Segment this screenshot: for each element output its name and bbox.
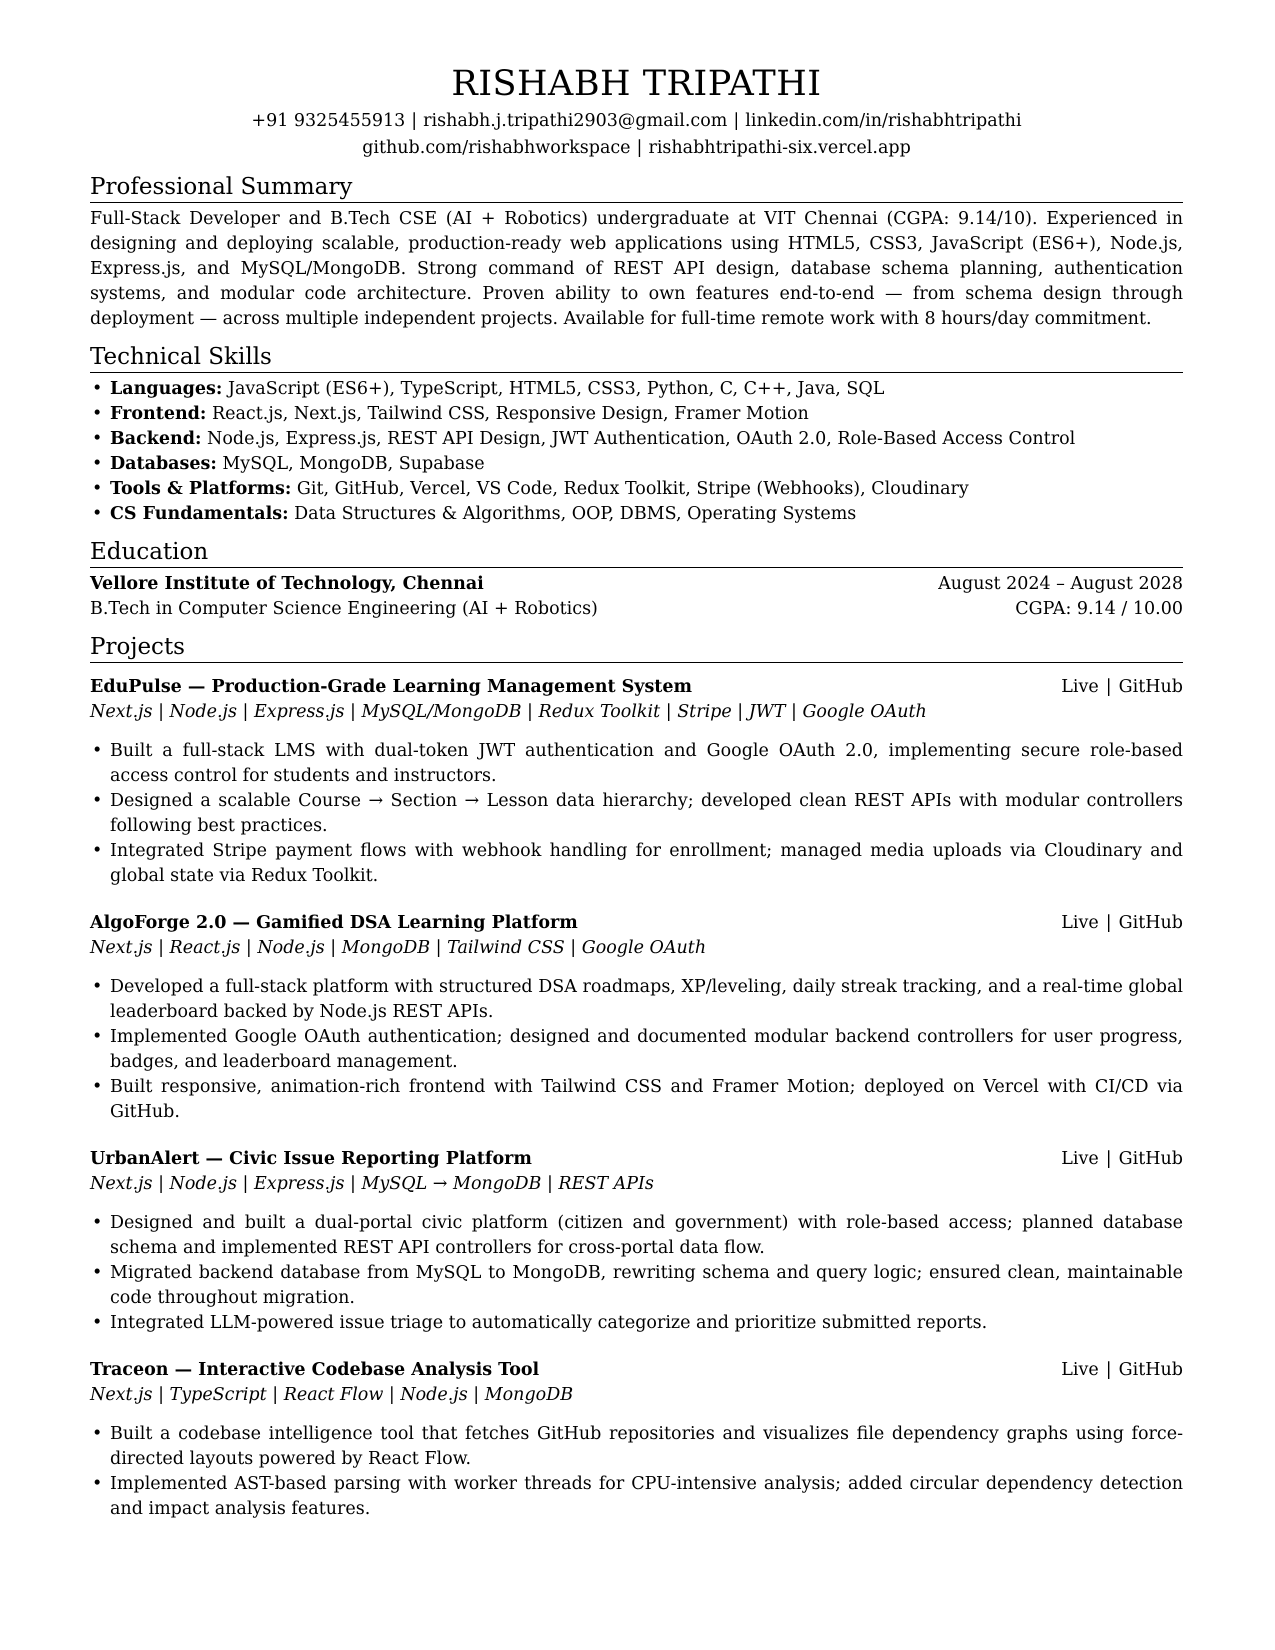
skill-label: CS Fundamentals: bbox=[110, 504, 289, 524]
contact-line-1 bbox=[90, 108, 1183, 135]
linkedin-link[interactable]: linkedin.com/in/rishabhtripathi bbox=[745, 111, 1022, 131]
bullet-text: Built a full-stack LMS with dual-token JWT authentication and Google OAuth 2.0, implementing secure role-based access control for students and instructors. bbox=[110, 741, 1183, 786]
bullet-icon: • bbox=[92, 404, 103, 424]
separator: | bbox=[1105, 677, 1112, 697]
bullet-text: Built a codebase intelligence tool that fetches GitHub repositories and visualizes file dependency graphs using force-directed layouts powered by React Flow. bbox=[110, 1424, 1183, 1469]
bullet-icon: • bbox=[92, 454, 103, 474]
education-row bbox=[90, 572, 1183, 597]
project-links bbox=[1061, 911, 1183, 936]
project-stack: Next.js | Node.js | Express.js | MySQL → MongoDB | REST APIs bbox=[90, 1174, 654, 1194]
list-item bbox=[90, 789, 1183, 839]
live-link[interactable]: Live bbox=[1061, 1360, 1099, 1380]
bullet-icon: • bbox=[92, 1027, 103, 1047]
project-header bbox=[90, 675, 1183, 700]
list-item bbox=[90, 1261, 1183, 1311]
github-link[interactable]: GitHub bbox=[1118, 1149, 1183, 1169]
bullet-icon: • bbox=[92, 977, 103, 997]
skill-label: Languages: bbox=[110, 379, 223, 399]
skill-label: Tools & Platforms: bbox=[110, 479, 292, 499]
skill-item bbox=[90, 452, 1183, 477]
project-links bbox=[1061, 675, 1183, 700]
live-link[interactable]: Live bbox=[1061, 677, 1099, 697]
email-link[interactable]: rishabh.j.tripathi2903@gmail.com bbox=[423, 111, 728, 131]
education-dates: August 2024 – August 2028 bbox=[938, 574, 1183, 594]
skill-item bbox=[90, 502, 1183, 527]
skill-value: Git, GitHub, Vercel, VS Code, Redux Toolkit, Stripe (Webhooks), Cloudinary bbox=[296, 479, 969, 499]
project-links bbox=[1061, 1358, 1183, 1383]
section-title: Projects bbox=[90, 632, 1183, 663]
bullet-icon: • bbox=[92, 1263, 103, 1283]
section-title: Education bbox=[90, 537, 1183, 568]
summary-text: Full-Stack Developer and B.Tech CSE (AI + Robotics) undergraduate at VIT Chennai (CGPA: 9.14/10). Experienced in designing and deploying scalable, production-ready web applications using HTML5, CSS3, JavaScript (ES6+), Node.js, Express.js, and MySQL/MongoDB. Strong command of REST API design, database schema planning, authentication systems, and modular code architecture. Proven ability to own features end-to-end — from schema design through deployment — across multiple independent projects. Available for full-time remote work with 8 hours/day commitment. bbox=[90, 209, 1183, 329]
bullet-icon: • bbox=[92, 841, 103, 861]
skills-section bbox=[90, 342, 1183, 527]
project-bullets bbox=[90, 1422, 1183, 1522]
education-section bbox=[90, 537, 1183, 622]
bullet-icon: • bbox=[92, 741, 103, 761]
section-title: Professional Summary bbox=[90, 172, 1183, 203]
bullet-text: Integrated Stripe payment flows with webhook handling for enrollment; managed media uploads via Cloudinary and global state via Redux Toolkit. bbox=[110, 841, 1183, 886]
projects-section bbox=[90, 632, 1183, 1522]
institution-name: Vellore Institute of Technology, Chennai bbox=[90, 574, 484, 594]
live-link[interactable]: Live bbox=[1061, 1149, 1099, 1169]
bullet-text: Developed a full-stack platform with structured DSA roadmaps, XP/leveling, daily streak tracking, and a real-time global leaderboard backed by Node.js REST APIs. bbox=[110, 977, 1183, 1022]
bullet-text: Built responsive, animation-rich frontend with Tailwind CSS and Framer Motion; deployed on Vercel with CI/CD via GitHub. bbox=[110, 1077, 1183, 1122]
degree-name: B.Tech in Computer Science Engineering (AI + Robotics) bbox=[90, 599, 598, 619]
list-item bbox=[90, 975, 1183, 1025]
project-bullets bbox=[90, 739, 1183, 889]
project-entry bbox=[90, 1358, 1183, 1522]
bullet-icon: • bbox=[92, 791, 103, 811]
project-header bbox=[90, 1147, 1183, 1172]
project-title: AlgoForge 2.0 — Gamified DSA Learning Platform bbox=[90, 913, 578, 933]
website-link[interactable]: rishabhtripathi-six.vercel.app bbox=[648, 138, 911, 158]
skill-label: Databases: bbox=[110, 454, 217, 474]
project-title: EduPulse — Production-Grade Learning Management System bbox=[90, 677, 693, 697]
bullet-icon: • bbox=[92, 429, 103, 449]
skill-label: Backend: bbox=[110, 429, 202, 449]
skill-item bbox=[90, 477, 1183, 502]
bullet-icon: • bbox=[92, 1474, 103, 1494]
bullet-text: Designed a scalable Course → Section → Lesson data hierarchy; developed clean REST APIs with modular controllers following best practices. bbox=[110, 791, 1183, 836]
list-item bbox=[90, 1472, 1183, 1522]
skill-label: Frontend: bbox=[110, 404, 207, 424]
project-bullets bbox=[90, 975, 1183, 1125]
github-link[interactable]: GitHub bbox=[1118, 913, 1183, 933]
bullet-icon: • bbox=[92, 1424, 103, 1444]
project-stack: Next.js | React.js | Node.js | MongoDB | Tailwind CSS | Google OAuth bbox=[90, 938, 707, 958]
separator: | bbox=[733, 111, 740, 131]
bullet-text: Implemented Google OAuth authentication; designed and documented modular backend controllers for user progress, badges, and leaderboard management. bbox=[110, 1027, 1183, 1072]
project-links bbox=[1061, 1147, 1183, 1172]
skills-list bbox=[90, 377, 1183, 527]
separator: | bbox=[411, 111, 418, 131]
separator: | bbox=[1105, 1149, 1112, 1169]
separator: | bbox=[1105, 1360, 1112, 1380]
project-bullets bbox=[90, 1211, 1183, 1336]
candidate-name: RISHABH TRIPATHI bbox=[451, 64, 822, 104]
contact-line-2 bbox=[90, 135, 1183, 162]
project-stack: Next.js | TypeScript | React Flow | Node.js | MongoDB bbox=[90, 1385, 574, 1405]
bullet-text: Migrated backend database from MySQL to MongoDB, rewriting schema and query logic; ensured clean, maintainable code throughout migration. bbox=[110, 1263, 1183, 1308]
github-link[interactable]: github.com/rishabhworkspace bbox=[362, 138, 631, 158]
project-entry bbox=[90, 1147, 1183, 1336]
section-title: Technical Skills bbox=[90, 342, 1183, 373]
separator: | bbox=[636, 138, 643, 158]
bullet-icon: • bbox=[92, 504, 103, 524]
bullet-icon: • bbox=[92, 379, 103, 399]
bullet-icon: • bbox=[92, 1213, 103, 1233]
project-header bbox=[90, 1358, 1183, 1383]
skill-item bbox=[90, 427, 1183, 452]
bullet-text: Designed and built a dual-portal civic platform (citizen and government) with role-based access; planned database schema and implemented REST API controllers for cross-portal data flow. bbox=[110, 1213, 1183, 1258]
live-link[interactable]: Live bbox=[1061, 913, 1099, 933]
list-item bbox=[90, 1422, 1183, 1472]
skill-value: Node.js, Express.js, REST API Design, JWT Authentication, OAuth 2.0, Role-Based Access Control bbox=[207, 429, 1076, 449]
project-entry bbox=[90, 675, 1183, 889]
project-stack: Next.js | Node.js | Express.js | MySQL/MongoDB | Redux Toolkit | Stripe | JWT | Google OAuth bbox=[90, 702, 927, 722]
phone-number: +91 9325455913 bbox=[251, 111, 406, 131]
list-item bbox=[90, 1075, 1183, 1125]
skill-value: JavaScript (ES6+), TypeScript, HTML5, CSS3, Python, C, C++, Java, SQL bbox=[227, 379, 885, 399]
project-title: Traceon — Interactive Codebase Analysis Tool bbox=[90, 1360, 540, 1380]
skill-value: MySQL, MongoDB, Supabase bbox=[222, 454, 485, 474]
github-link[interactable]: GitHub bbox=[1118, 1360, 1183, 1380]
bullet-text: Integrated LLM-powered issue triage to automatically categorize and prioritize submitted reports. bbox=[110, 1313, 988, 1333]
bullet-text: Implemented AST-based parsing with worker threads for CPU-intensive analysis; added circular dependency detection and impact analysis features. bbox=[110, 1474, 1183, 1519]
bullet-icon: • bbox=[92, 1077, 103, 1097]
list-item bbox=[90, 739, 1183, 789]
bullet-icon: • bbox=[92, 1313, 103, 1333]
skill-item bbox=[90, 377, 1183, 402]
list-item bbox=[90, 839, 1183, 889]
skill-value: React.js, Next.js, Tailwind CSS, Responsive Design, Framer Motion bbox=[211, 404, 809, 424]
summary-section bbox=[90, 172, 1183, 332]
project-header bbox=[90, 911, 1183, 936]
list-item bbox=[90, 1025, 1183, 1075]
list-item bbox=[90, 1211, 1183, 1261]
skill-item bbox=[90, 402, 1183, 427]
project-entry bbox=[90, 911, 1183, 1125]
cgpa-value: CGPA: 9.14 / 10.00 bbox=[1015, 599, 1183, 619]
github-link[interactable]: GitHub bbox=[1118, 677, 1183, 697]
education-row bbox=[90, 597, 1183, 622]
resume-page bbox=[90, 62, 1183, 1522]
project-title: UrbanAlert — Civic Issue Reporting Platform bbox=[90, 1149, 532, 1169]
list-item bbox=[90, 1311, 1183, 1336]
skill-value: Data Structures & Algorithms, OOP, DBMS, Operating Systems bbox=[294, 504, 857, 524]
bullet-icon: • bbox=[92, 479, 103, 499]
separator: | bbox=[1105, 913, 1112, 933]
